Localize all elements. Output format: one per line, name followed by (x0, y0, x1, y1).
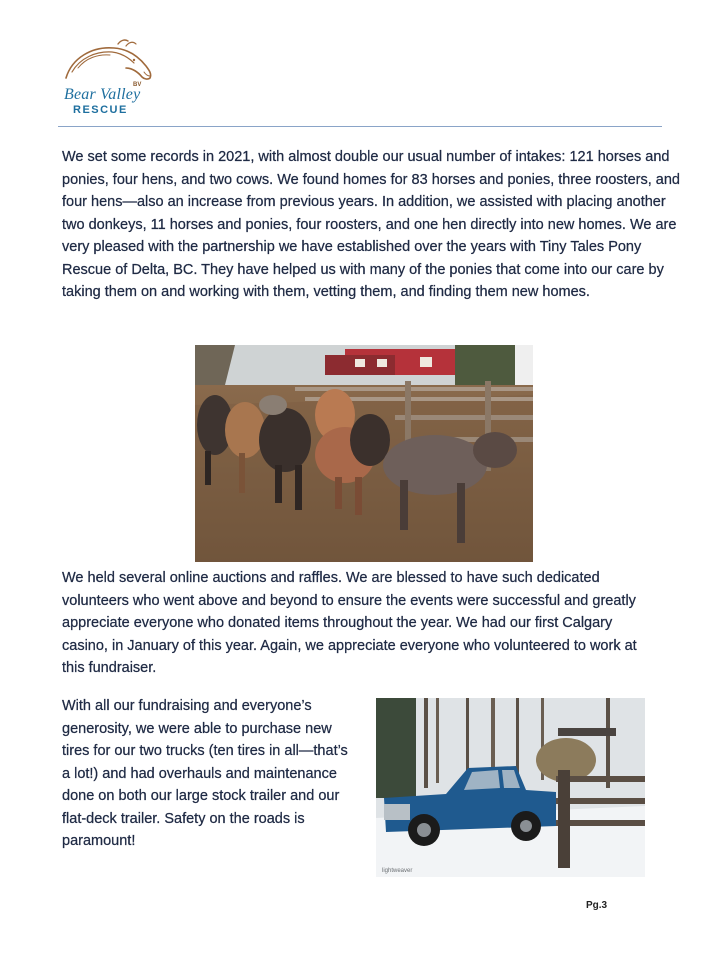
logo-monogram: BV (133, 82, 142, 88)
paragraph-fundraising: We held several online auctions and raffles. We are blessed to have such dedicated volunteers who went above and beyond to ensure the events were successful and greatly appreciate everyone who donated items throughout the year. We had our first Calgary casino, in January of this year. Again, we appreciate everyone who volunteered to work at this fundraiser. (62, 570, 637, 676)
blue-truck-in-snow-photo (376, 698, 645, 877)
logo-name: Bear Valley (64, 86, 141, 103)
paragraph-tires: With all our fundraising and everyone’s generosity, we were able to purchase new tires for our two trucks (ten tires in all—that’s a lot!) and had overhauls and maintenance done on both our large stock trailer and our flat-deck trailer. Safety on the roads is paramount! (62, 698, 348, 849)
logo (58, 38, 158, 120)
logo-subtitle: RESCUE (73, 104, 128, 116)
page-number: Pg.3 (586, 900, 608, 911)
horse-head-icon (58, 38, 158, 88)
photo-watermark: lightweaver (382, 868, 413, 874)
ponies-in-corral-photo (195, 345, 533, 562)
header-divider (58, 126, 662, 127)
paragraph-intakes: We set some records in 2021, with almost double our usual number of intakes: 121 horses and ponies, four hens, and two cows. We found homes for 83 horses and ponies, three roosters, and four hens—also an increase from previous years. In addition, we assisted with placing another two donkeys, 11 horses and ponies, four roosters, and one hen directly into new homes. We are very pleased with the partnership we have established over the years with Tiny Tales Pony Rescue of Delta, BC. They have helped us with many of the ponies that come into our care by taking them on and working with them, vetting them, and finding them new homes. (62, 149, 680, 300)
